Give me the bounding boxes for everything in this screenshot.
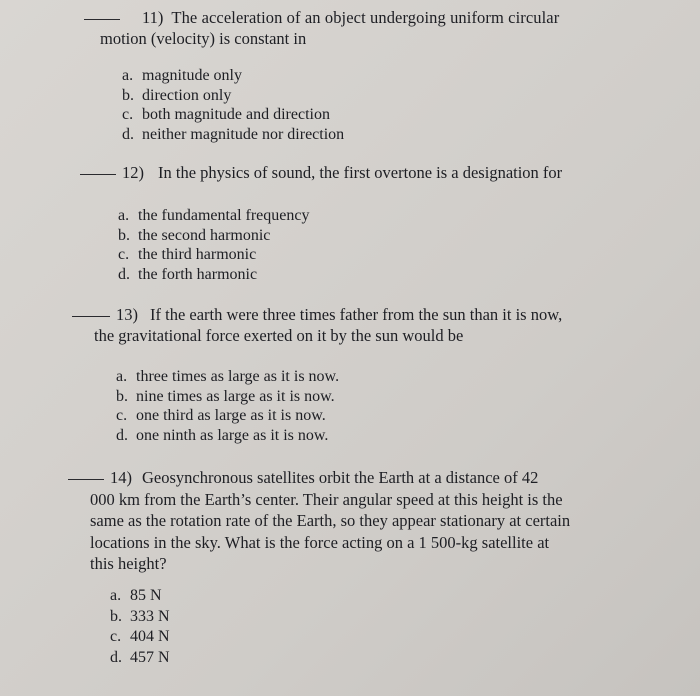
option-letter: d. <box>110 648 122 666</box>
question-12 <box>80 162 660 183</box>
question-number: 14) <box>110 468 132 487</box>
option-d[interactable] <box>116 426 339 446</box>
option-letter: c. <box>110 628 122 645</box>
option-a[interactable] <box>110 586 170 607</box>
option-letter: c. <box>116 407 128 424</box>
option-text: neither magnitude nor direction <box>142 125 345 143</box>
option-a[interactable] <box>116 367 339 387</box>
option-c[interactable] <box>122 105 344 125</box>
option-letter: a. <box>122 67 134 84</box>
question-number: 12) <box>122 163 144 182</box>
option-letter: b. <box>110 607 122 625</box>
option-letter: b. <box>116 387 128 405</box>
option-c[interactable] <box>118 245 309 265</box>
option-b[interactable] <box>110 607 170 628</box>
options-11 <box>122 66 344 144</box>
answer-blank-12[interactable] <box>80 174 116 175</box>
option-letter: b. <box>118 226 130 244</box>
answer-blank-13[interactable] <box>72 316 110 317</box>
option-letter: d. <box>122 125 134 143</box>
answer-blank-14[interactable] <box>68 479 104 480</box>
question-14 <box>68 467 628 575</box>
question-text-line: 000 km from the Earth’s center. Their angular speed at this height is the <box>90 489 563 509</box>
option-text: the fundamental frequency <box>138 207 310 224</box>
option-text: 333 N <box>130 607 170 625</box>
option-text: one third as large as it is now. <box>136 407 326 424</box>
option-letter: a. <box>110 587 122 604</box>
option-text: both magnitude and direction <box>142 106 330 123</box>
option-b[interactable] <box>118 226 309 246</box>
option-b[interactable] <box>116 387 339 407</box>
question-13 <box>72 304 672 346</box>
question-number: 13) <box>116 305 138 324</box>
option-text: one ninth as large as it is now. <box>136 426 329 444</box>
question-number: 11) <box>142 8 164 27</box>
option-letter: a. <box>116 368 128 385</box>
option-letter: d. <box>116 426 128 444</box>
option-c[interactable] <box>116 406 339 426</box>
option-text: nine times as large as it is now. <box>136 387 335 405</box>
option-letter: c. <box>122 106 134 123</box>
option-d[interactable] <box>118 265 309 285</box>
option-c[interactable] <box>110 627 170 648</box>
question-text-line: In the physics of sound, the first overtone is a designation for <box>158 163 563 182</box>
options-14 <box>110 586 170 668</box>
option-letter: a. <box>118 207 130 224</box>
option-d[interactable] <box>122 125 344 145</box>
options-13 <box>116 367 339 445</box>
question-text-line: locations in the sky. What is the force acting on a 1 500-kg satellite at <box>90 532 550 552</box>
option-letter: d. <box>118 265 130 283</box>
question-text-line: The acceleration of an object undergoing uniform circular <box>171 8 560 27</box>
question-text-line: Geosynchronous satellites orbit the Earth at a distance of 42 <box>142 468 539 487</box>
question-text-line: motion (velocity) is constant in <box>100 29 307 48</box>
options-12 <box>118 206 309 284</box>
option-text: three times as large as it is now. <box>136 368 340 385</box>
question-text-line: the gravitational force exerted on it by the sun would be <box>94 326 464 345</box>
option-text: magnitude only <box>142 67 242 84</box>
option-text: 85 N <box>130 587 162 604</box>
option-text: the second harmonic <box>138 226 271 244</box>
option-letter: c. <box>118 246 130 263</box>
question-text-line: this height? <box>90 554 167 573</box>
question-text-line: same as the rotation rate of the Earth, so they appear stationary at certain <box>90 511 571 530</box>
option-letter: b. <box>122 86 134 104</box>
option-text: 457 N <box>130 648 170 666</box>
option-text: the forth harmonic <box>138 265 258 283</box>
option-text: the third harmonic <box>138 246 257 263</box>
option-b[interactable] <box>122 86 344 106</box>
question-text-line: If the earth were three times father from the sun than it is now, <box>150 305 563 324</box>
option-d[interactable] <box>110 648 170 669</box>
answer-blank-11[interactable] <box>84 19 120 20</box>
question-11 <box>100 7 660 49</box>
option-a[interactable] <box>118 206 309 226</box>
option-text: direction only <box>142 86 232 104</box>
option-text: 404 N <box>130 628 170 645</box>
option-a[interactable] <box>122 66 344 86</box>
